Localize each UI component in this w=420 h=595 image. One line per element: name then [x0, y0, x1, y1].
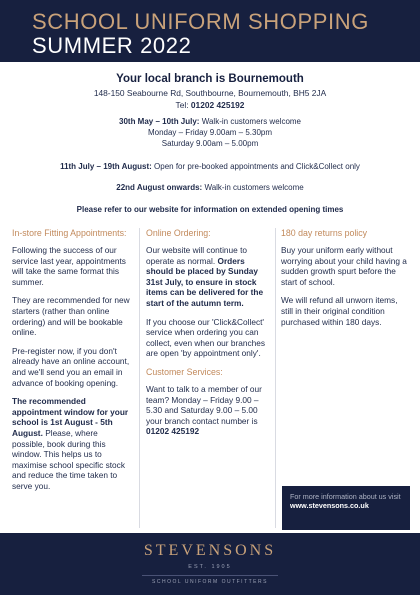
fitting-paragraph-4 — [12, 396, 132, 491]
online-ordering-intro: Our website will continue to operate as normal. — [146, 245, 247, 266]
more-info-box — [282, 486, 410, 530]
fitting-heading: In-store Fitting Appointments: — [12, 228, 127, 238]
period-1-saturday-hours: Saturday 9.00am – 5.00pm — [161, 139, 259, 148]
fitting-paragraph-2: They are recommended for new starters (rather than online ordering) and will be bookable online. — [12, 295, 130, 338]
fitting-paragraph-1: Following the success of our service last year, appointments will take the same format this summer. — [12, 245, 126, 287]
online-ordering-paragraph-2: If you choose our 'Click&Collect' service when ordering you can collect, even when our branches are open 'by appointment only'. — [146, 316, 265, 359]
column-fitting-appointments — [12, 228, 132, 499]
stevensons-logo: STEVENSONS — [143, 542, 277, 559]
header-banner — [0, 0, 420, 62]
more-info-text: For more information about us visit — [290, 492, 401, 501]
footer-tagline: SCHOOL UNIFORM OUTFITTERS — [152, 579, 268, 585]
branch-info — [0, 72, 420, 111]
returns-paragraph-2: We will refund all unworn items, still in their original condition purchased within 180 days. — [281, 295, 398, 327]
established-text: EST. 1905 — [188, 564, 232, 570]
period-3-text: Walk-in customers welcome — [204, 183, 304, 192]
customer-services-paragraph — [146, 384, 274, 437]
title-line-2: SUMMER 2022 — [32, 33, 192, 58]
branch-address: 148-150 Seabourne Rd, Southbourne, Bournemouth, BH5 2JA — [93, 88, 327, 98]
branch-telephone — [0, 99, 420, 111]
website-link[interactable]: www.stevensons.co.uk — [290, 501, 369, 510]
tel-label: Tel: — [175, 100, 189, 110]
tel-number: 01202 425192 — [190, 100, 245, 110]
hours-period-2 — [0, 161, 420, 172]
period-2-text: Open for pre-booked appointments and Click&Collect only — [154, 162, 360, 171]
returns-heading: 180 day returns policy — [281, 228, 368, 238]
order-deadline: Orders should be placed by Sunday 31st July, to ensure in stock items can be delivered for the start of the autumn term. — [146, 255, 264, 308]
customer-services-number: 01202 425192 — [146, 426, 200, 437]
hours-period-3 — [0, 182, 420, 193]
footer-banner — [0, 533, 420, 595]
column-online-ordering — [146, 228, 274, 445]
period-1-weekday-hours: Monday – Friday 9.00am – 5.30pm — [147, 128, 273, 137]
footer-divider — [142, 575, 278, 576]
appointment-window: The recommended appointment window for your school is 1st August - 5th August. — [12, 396, 129, 438]
column-divider-2 — [275, 228, 276, 528]
period-1-text: Walk-in customers welcome — [201, 117, 301, 126]
period-2-dates: 11th July – 19th August: — [60, 162, 152, 171]
period-1-dates: 30th May – 10th July: — [119, 117, 200, 126]
fitting-paragraph-3: Pre-register now, if you don't already have an online account, and we'll send you an email in advance of booking opening. — [12, 345, 130, 388]
website-note — [0, 204, 420, 215]
online-ordering-heading: Online Ordering: — [146, 228, 211, 238]
returns-paragraph-1: Buy your uniform early without worrying about your child having a sudden growth spurt before the start of school. — [281, 245, 407, 287]
branch-title: Your local branch is Bournemouth — [116, 73, 304, 85]
hours-period-1 — [0, 116, 420, 149]
website-note-text: Please refer to our website for information on extended opening times — [76, 205, 344, 214]
appointment-window-note: Please, where possible, book during this window. This helps us to maximise school specific stock and reduce the time taken to serve you. — [12, 427, 125, 491]
column-returns-policy — [281, 228, 411, 335]
period-3-dates: 22nd August onwards: — [116, 183, 203, 192]
customer-services-text: Want to talk to a member of our team? Monday – Friday 9.00 – 5.30 and Saturday 9.00 – 5.00 your branch contact number is — [146, 383, 262, 426]
customer-services-heading: Customer Services: — [146, 366, 223, 377]
online-ordering-paragraph-1 — [146, 245, 274, 309]
column-divider-1 — [139, 228, 140, 528]
title-line-1: SCHOOL UNIFORM SHOPPING — [32, 9, 369, 34]
